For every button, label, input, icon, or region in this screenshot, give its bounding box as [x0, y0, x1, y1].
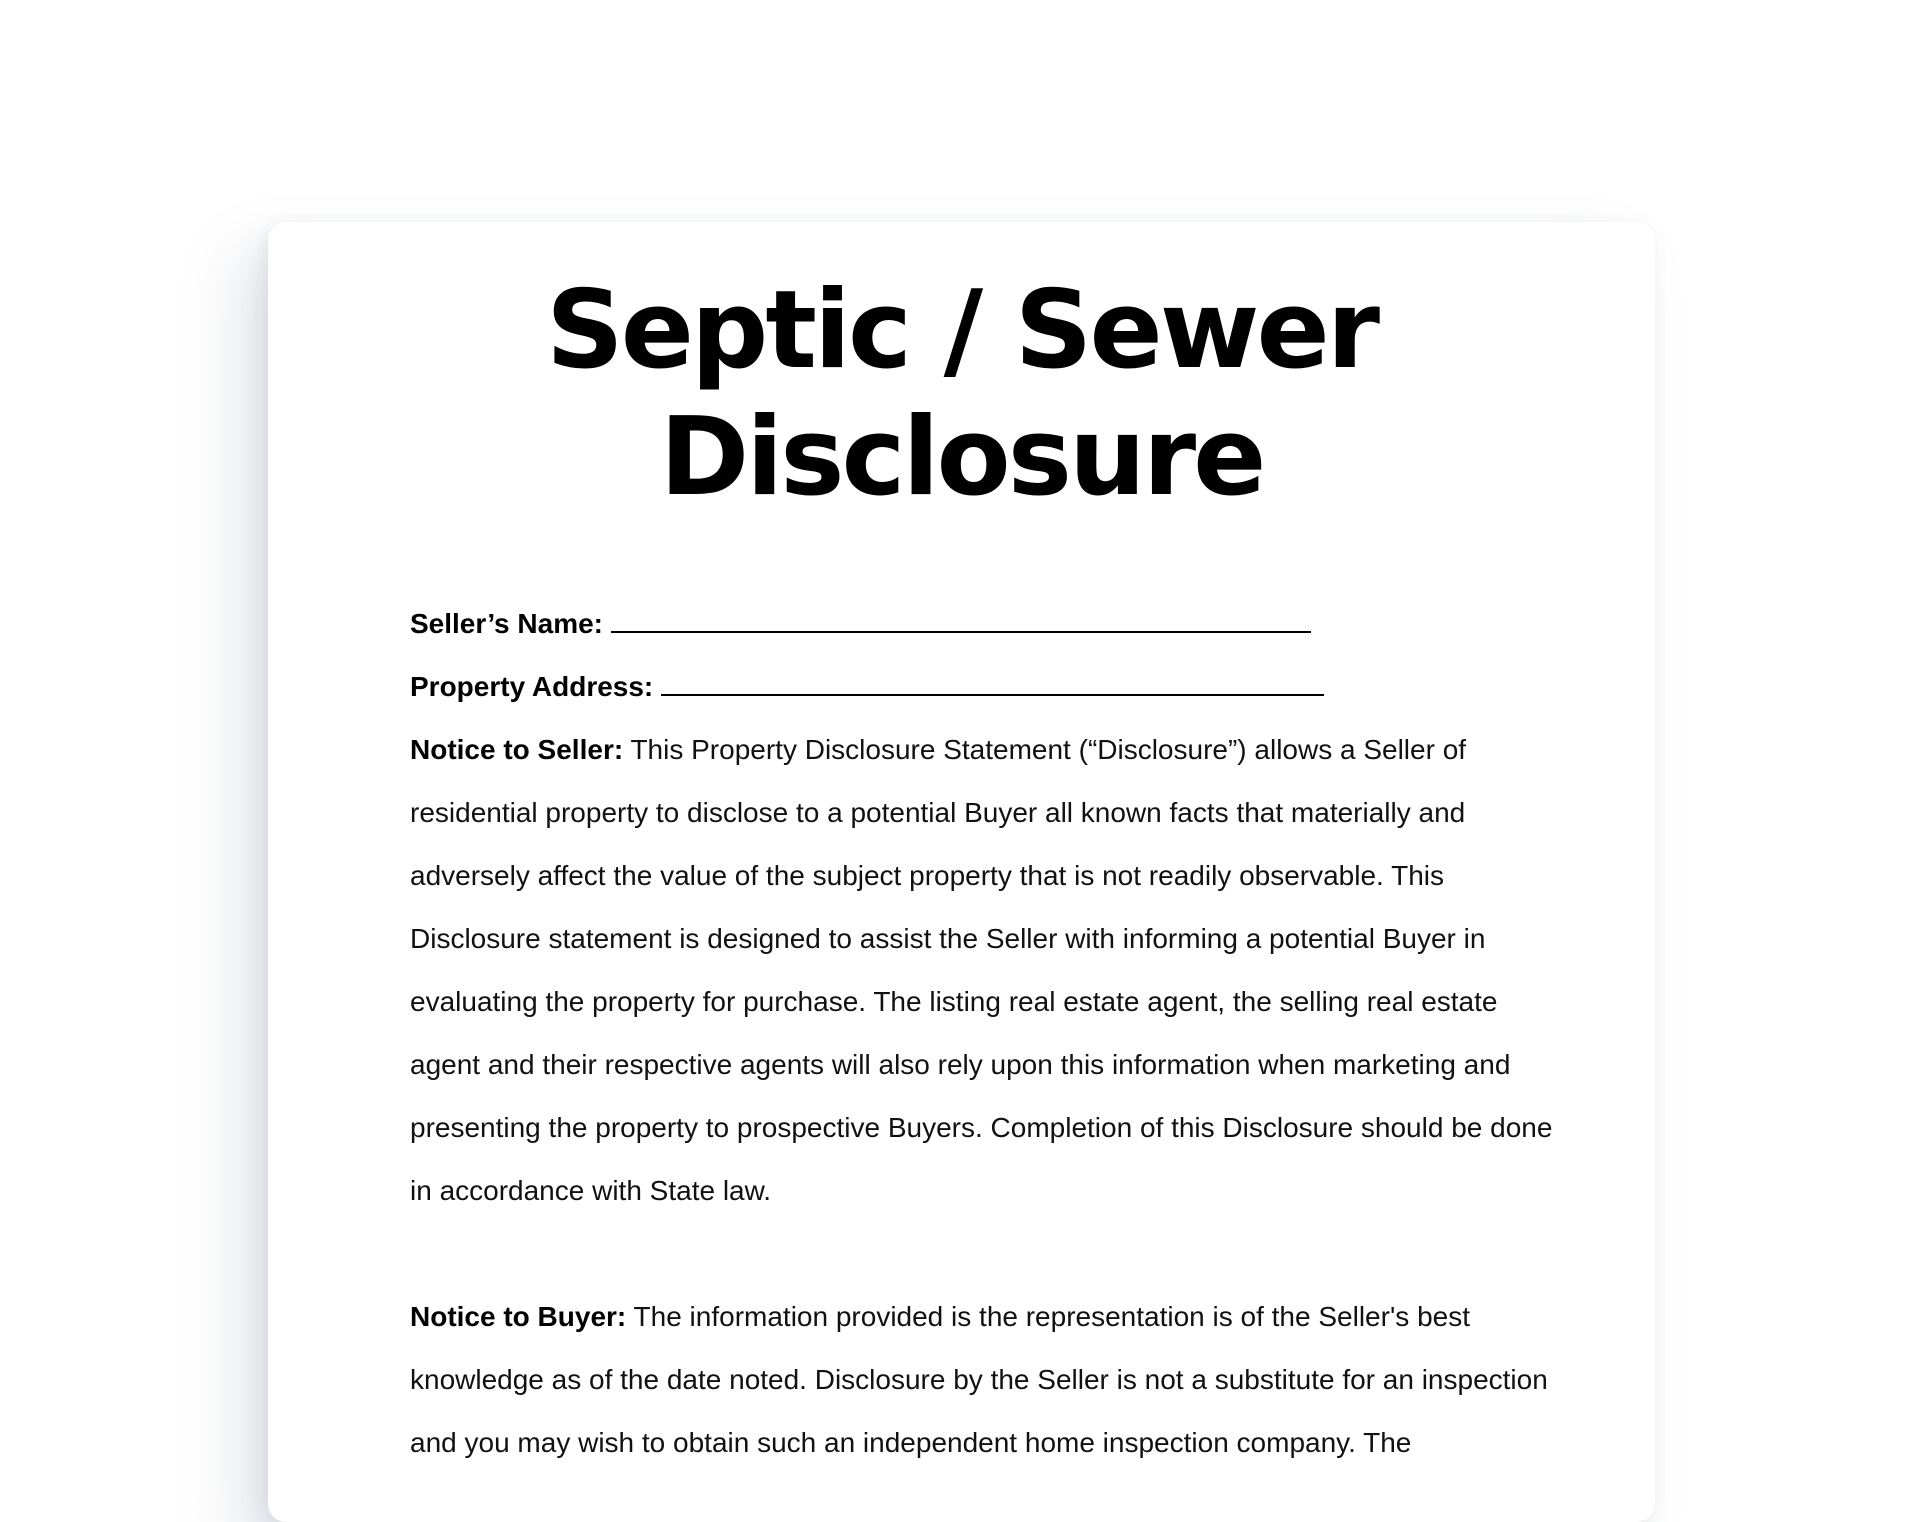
notice-to-buyer-paragraph [410, 1285, 1570, 1474]
seller-name-label: Seller’s Name: [410, 608, 603, 639]
title-line-2: Disclosure [659, 395, 1264, 520]
property-address-label: Property Address: [410, 671, 654, 702]
title-line-1: Septic / Sewer [546, 268, 1377, 393]
document-page [268, 222, 1655, 1522]
document-body [410, 592, 1570, 1474]
seller-name-blank-line [611, 630, 1311, 633]
notice-to-buyer-text: The information provided is the representation is of the Seller's best knowledge as of the date noted. Disclosure by the Seller is not a substitute for an inspection and you may wish to obtain such an independent home inspection company. The [410, 1301, 1548, 1458]
seller-name-field [410, 592, 1570, 655]
notice-to-buyer-heading: Notice to Buyer: [410, 1301, 627, 1332]
notice-to-seller-paragraph [410, 718, 1570, 1222]
notice-to-seller-text: This Property Disclosure Statement (“Disclosure”) allows a Seller of residential property to disclose to a potential Buyer all known facts that materially and adversely affect the value of the subject property that is not readily observable. This Disclosure statement is designed to assist the Seller with informing a potential Buyer in evaluating the property for purchase. The listing real estate agent, the selling real estate agent and their respective agents will also rely upon this information when marketing and presenting the property to prospective Buyers. Completion of this Disclosure should be done in accordance with State law. [410, 734, 1553, 1206]
document-title [268, 267, 1655, 521]
property-address-field [410, 655, 1570, 718]
property-address-blank-line [661, 693, 1324, 696]
notice-to-seller-heading: Notice to Seller: [410, 734, 624, 765]
